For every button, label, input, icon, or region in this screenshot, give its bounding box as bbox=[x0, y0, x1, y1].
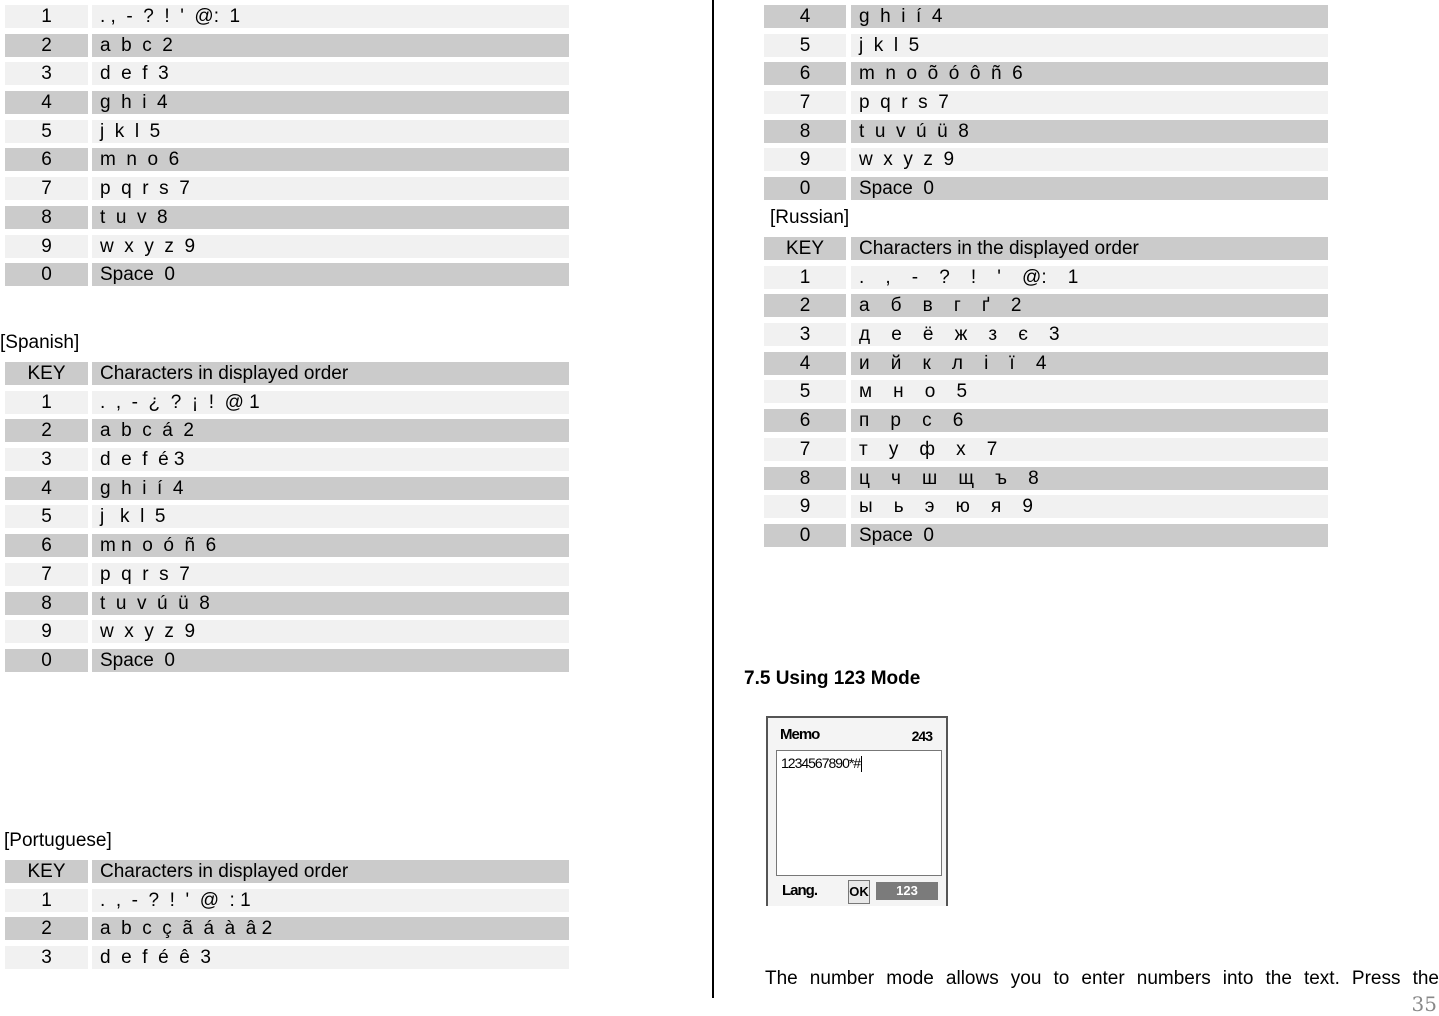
phone-frame bbox=[766, 716, 948, 906]
char-counter: 243 bbox=[911, 728, 932, 744]
column-divider bbox=[712, 0, 714, 998]
typed-text: 1234567890*# bbox=[781, 755, 861, 771]
portuguese-label: [Portuguese] bbox=[4, 830, 112, 851]
body-paragraph: The number mode allows you to enter numbers into the text. Press the bbox=[765, 968, 1439, 989]
lang-softkey: Lang. bbox=[782, 882, 817, 899]
page-number: 35 bbox=[1411, 992, 1437, 1016]
softkey-bar bbox=[772, 880, 944, 904]
section-heading: 7.5 Using 123 Mode bbox=[744, 668, 921, 689]
ok-softkey: OK bbox=[848, 880, 870, 904]
memo-text-area bbox=[776, 750, 942, 876]
text-cursor bbox=[861, 756, 862, 772]
spanish-label: [Spanish] bbox=[0, 332, 80, 353]
memo-title: Memo bbox=[780, 726, 820, 743]
mode-indicator: 123 bbox=[876, 882, 938, 900]
russian-label: [Russian] bbox=[770, 207, 850, 228]
phone-screen-illustration bbox=[766, 716, 948, 906]
